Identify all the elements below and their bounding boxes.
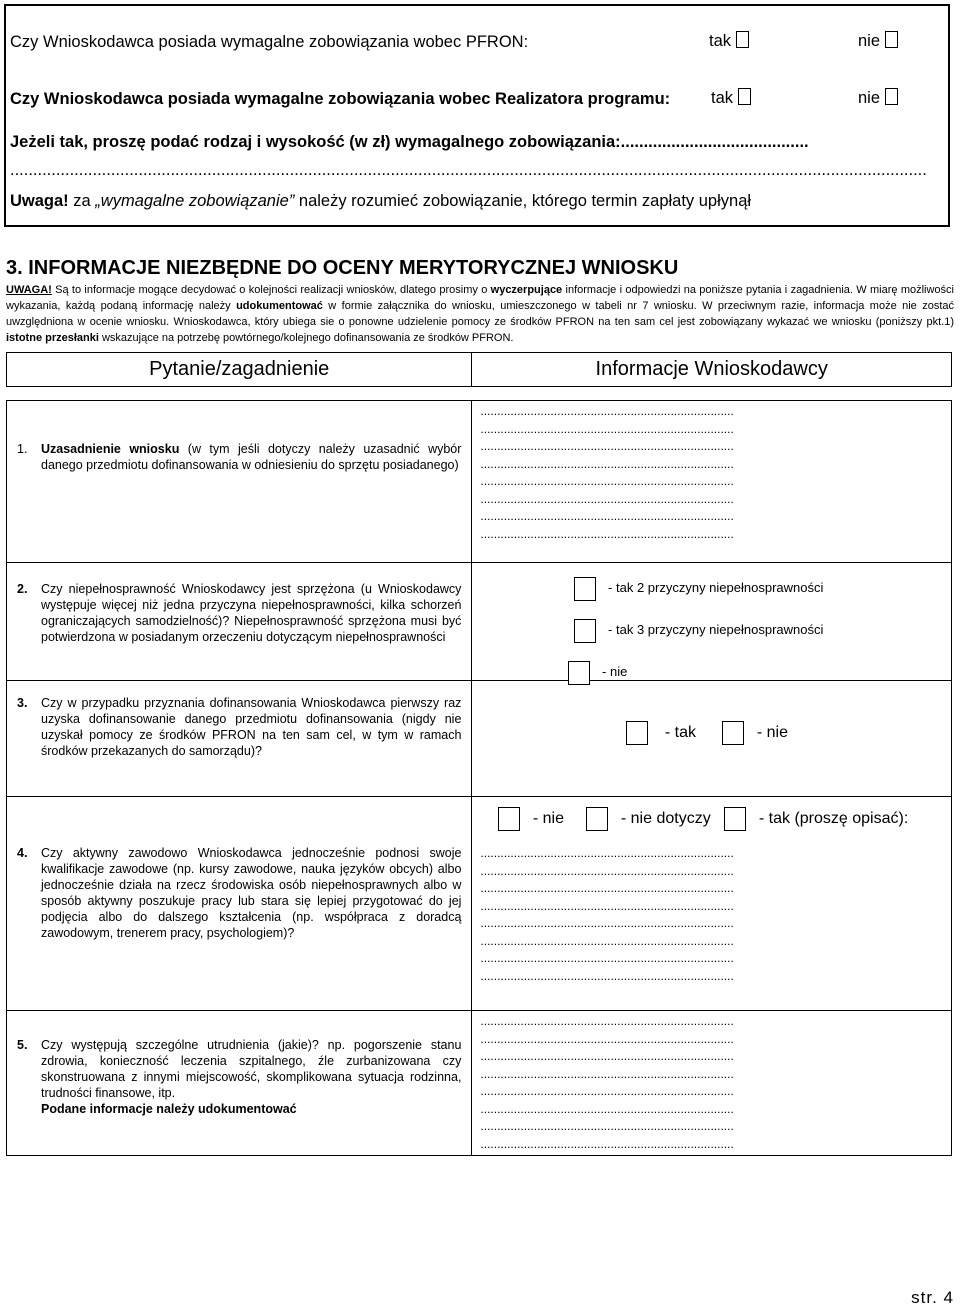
q5-line: ............................................................................ xyxy=(480,1101,734,1116)
q1-line: ............................................................................ xyxy=(480,474,734,488)
q4-number: 4. xyxy=(17,846,28,860)
q-realizator-liabilities: Czy Wnioskodawca posiada wymagalne zobowiązania wobec Realizatora programu: xyxy=(10,90,671,108)
note-bold-2: udokumentować xyxy=(236,300,323,312)
q2-option-1-label: - tak 2 przyczyny niepełnosprawności xyxy=(608,580,824,596)
uwaga-label: Uwaga! xyxy=(10,192,69,210)
q1-line: ............................................................................ xyxy=(480,439,734,453)
q1-answer-lines[interactable] xyxy=(480,403,951,543)
questions-table xyxy=(6,352,952,1156)
q-pfron-liabilities: Czy Wnioskodawca posiada wymagalne zobowiązania wobec PFRON: xyxy=(10,33,529,51)
q5-line: ............................................................................ xyxy=(480,1049,734,1063)
q2-text xyxy=(17,581,461,645)
uwaga-term: „wymagalne zobowiązanie” xyxy=(95,192,295,210)
q4-line: ............................................................................ xyxy=(480,898,734,913)
q4-option-na[interactable] xyxy=(586,807,710,831)
q1-body: (w tym jeśli dotyczy należy uzasadnić wybór danego przedmiotu dofinansowania w odniesieniu do sprzętu posiadanego) xyxy=(41,442,462,472)
q2-option-2-label: - tak 3 przyczyny niepełnosprawności xyxy=(608,622,824,638)
realizator-no-checkbox[interactable] xyxy=(885,88,898,105)
q4-body: Czy aktywny zawodowo Wnioskodawca jednocześnie podnosi swoje kwalifikacje zawodowe (np. kursy zawodowe, nauka języków obcych) albo jednocześnie działa na rzecz środowiska osób niepełnosprawnych albo w sposób aktywny poszukuje pracy lub stara się lepiej przygotować do jej podjęcia albo do dalszego kształcenia (np. współpraca z doradcą zawodowym, trenerem pracy, psychologiem)? xyxy=(41,846,462,940)
q5-line: ............................................................................ xyxy=(480,1031,734,1046)
q3-cell xyxy=(7,681,472,797)
q3-number: 3. xyxy=(17,696,28,710)
section-3-note xyxy=(6,282,954,346)
q4-cell xyxy=(7,797,472,1011)
q4-option-na-label: - nie dotyczy xyxy=(620,810,711,828)
q1-answer[interactable] xyxy=(472,401,952,563)
uwaga-pre: za xyxy=(68,192,96,210)
q3-body: Czy w przypadku przyznania dofinansowania Wnioskodawca pierwszy raz uzyska dofinansowanie danego przedmiotu dofinansowania (nigdy nie uzyskał pomocy ze środków PFRON na ten sam cel, w tym w ramach środków przekazanych do samorządu)? xyxy=(41,696,462,758)
liability-details-prompt: Jeżeli tak, proszę podać rodzaj i wysokość (w zł) wymagalnego zobowiązania:......................................... xyxy=(10,133,809,151)
q3-checkbox-yes[interactable] xyxy=(626,721,648,745)
pfron-yes-option[interactable] xyxy=(709,31,749,51)
q2-body: Czy niepełnosprawność Wnioskodawcy jest sprzężona (u Wnioskodawcy występuje więcej niż jedna przyczyna niepełnosprawności, kilka schorzeń ograniczających samodzielność)? Niepełnosprawność sprzężona musi być potwierdzona w posiadanym orzeczeniu dotyczącym niepełnosprawności xyxy=(41,582,462,644)
section-3-title: 3. INFORMACJE NIEZBĘDNE DO OCENY MERYTORYCZNEJ WNIOSKU xyxy=(6,257,679,279)
q1-text xyxy=(17,441,461,473)
q4-line: ............................................................................ xyxy=(480,968,734,983)
realizator-no-option[interactable] xyxy=(858,88,898,108)
pfron-no-label: nie xyxy=(858,32,881,50)
q1-line: ............................................................................ xyxy=(480,491,734,506)
q4-checkbox-na[interactable] xyxy=(586,807,608,831)
q5-cell xyxy=(7,1011,472,1156)
liability-details-field[interactable]: ........................................................................................................................................................................................................ xyxy=(10,161,927,179)
realizator-yes-checkbox[interactable] xyxy=(738,88,751,105)
q3-option-yes[interactable] xyxy=(626,721,696,745)
q3-option-no[interactable] xyxy=(722,721,788,745)
q1-line: ............................................................................ xyxy=(480,421,734,436)
q4-line: ............................................................................ xyxy=(480,933,734,948)
spacer-right xyxy=(472,387,952,401)
q4-checkbox-no[interactable] xyxy=(498,807,520,831)
pfron-yes-label: tak xyxy=(709,32,732,50)
q2-answer xyxy=(472,563,952,681)
q4-line: ............................................................................ xyxy=(480,916,734,930)
q3-answer xyxy=(472,681,952,797)
q5-answer-lines[interactable] xyxy=(480,1013,951,1153)
q5-bold: Podane informacje należy udokumentować xyxy=(41,1102,297,1116)
q5-line: ............................................................................ xyxy=(480,1119,734,1133)
q4-line: ............................................................................ xyxy=(480,881,734,895)
spacer-left xyxy=(7,387,472,401)
q1-number: 1. xyxy=(17,442,28,456)
note-bold-3: istotne przesłanki xyxy=(6,332,99,344)
q1-line: ............................................................................ xyxy=(480,404,734,418)
q4-checkbox-yes[interactable] xyxy=(724,807,746,831)
realizator-yes-option[interactable] xyxy=(711,88,751,108)
q3-checkbox-no[interactable] xyxy=(722,721,744,745)
q4-line: ............................................................................ xyxy=(480,846,734,860)
header-question: Pytanie/zagadnienie xyxy=(7,353,472,387)
header-answer: Informacje Wnioskodawcy xyxy=(472,353,952,387)
q2-number: 2. xyxy=(17,582,28,596)
q2-cell xyxy=(7,563,472,681)
realizator-yes-label: tak xyxy=(711,89,734,107)
q1-line: ............................................................................ xyxy=(480,526,734,541)
pfron-no-option[interactable] xyxy=(858,31,898,51)
q5-line: ............................................................................ xyxy=(480,1136,734,1151)
q4-text xyxy=(17,845,461,941)
q4-line: ............................................................................ xyxy=(480,951,734,965)
q1-cell xyxy=(7,401,472,563)
q2-option-1[interactable] xyxy=(574,577,823,601)
q4-line: ............................................................................ xyxy=(480,863,734,878)
note-bold-1: wyczerpujące xyxy=(490,284,563,296)
page-number: str. 4 xyxy=(911,1288,954,1307)
q5-line: ............................................................................ xyxy=(480,1066,734,1081)
q1-line: ............................................................................ xyxy=(480,456,734,471)
q4-option-no-label: - nie xyxy=(532,810,564,828)
q1-bold: Uzasadnienie wniosku xyxy=(41,442,180,456)
q4-answer-lines[interactable] xyxy=(480,845,946,985)
note-part-6: wskazujące na potrzebę powtórnego/kolejnego dofinansowania ze środków PFRON. xyxy=(98,332,514,344)
q4-option-yes-label: - tak (proszę opisać): xyxy=(758,810,909,828)
q4-option-yes[interactable] xyxy=(724,807,908,831)
q4-option-no[interactable] xyxy=(498,807,564,831)
q5-line: ............................................................................ xyxy=(480,1014,734,1028)
realizator-no-label: nie xyxy=(858,89,881,107)
q5-body: Czy występują szczególne utrudnienia (jakie)? np. pogorszenie stanu zdrowia, konieczność leczenia szpitalnego, źle zurbanizowana czy skonstruowana z innymi miejscowość, skomplikowana sytuacja rodzinna, trudności finansowe, itp. xyxy=(41,1038,462,1100)
q5-text xyxy=(17,1037,461,1117)
uwaga-post: należy rozumieć zobowiązanie, którego termin zapłaty upłynął xyxy=(294,192,752,210)
note-part-1: Są to informacje mogące decydować o kolejności realizacji wniosków, dlatego prosimy o xyxy=(51,284,491,296)
note-uwaga: UWAGA! xyxy=(6,284,52,296)
q5-answer[interactable] xyxy=(472,1011,952,1156)
note-part-5: Wnioskodawca, który ubiega sie o ponowne udzielenie pomocy ze środków PFRON na ten sam cel jest zobowiązany wykazać we wniosku (poniższy pkt.1) xyxy=(173,316,954,328)
note-part-4: W przeciwnym razie, informacja może nie zostać uwzględniona w ocenie wniosku. xyxy=(6,300,955,328)
pfron-yes-checkbox[interactable] xyxy=(736,31,749,48)
q3-option-yes-label: - tak xyxy=(664,724,696,742)
note-part-3: w formie załącznika do wniosku, umieszczonego w tabeli nr 7 wniosku. xyxy=(322,300,703,312)
q5-line: ............................................................................ xyxy=(480,1084,734,1098)
q2-checkbox-2[interactable] xyxy=(574,619,596,643)
q3-text xyxy=(17,695,461,759)
q5-number: 5. xyxy=(17,1038,28,1052)
q3-option-no-label: - nie xyxy=(756,724,788,742)
q1-line: ............................................................................ xyxy=(480,509,734,523)
q2-option-2[interactable] xyxy=(574,619,823,643)
q2-option-3-label: - nie xyxy=(602,664,628,680)
q4-answer xyxy=(472,797,952,1011)
uwaga-note xyxy=(10,192,751,211)
q2-checkbox-1[interactable] xyxy=(574,577,596,601)
pfron-no-checkbox[interactable] xyxy=(885,31,898,48)
note-part-2: informacje i odpowiedzi na poniższe pytania i zagadnienia. W miarę możliwości wykazania, każdą podaną informację należy xyxy=(6,284,954,312)
